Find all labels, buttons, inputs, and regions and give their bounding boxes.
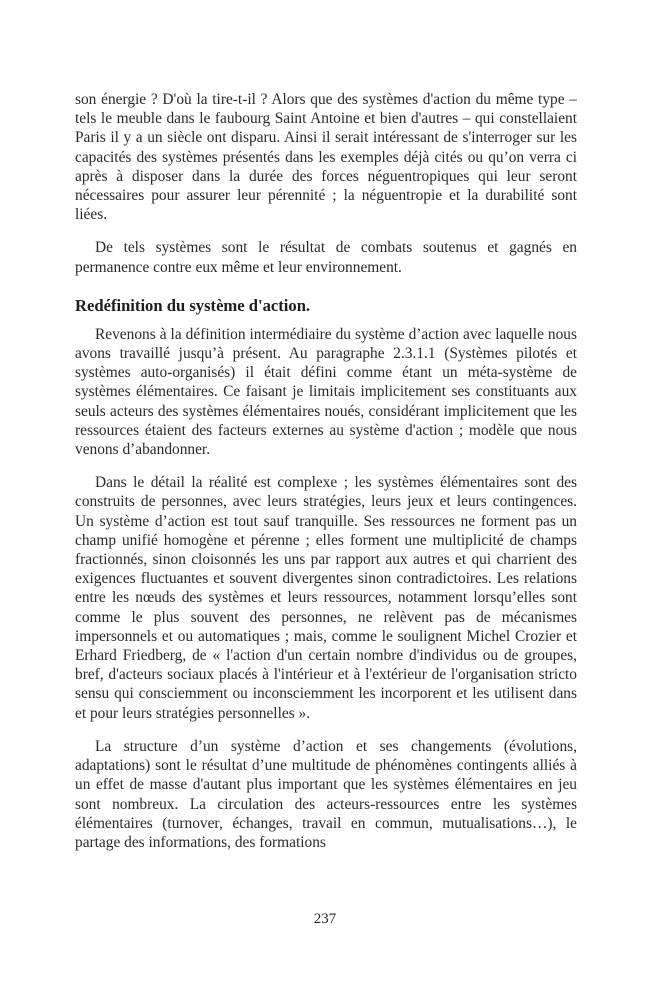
section-heading: Redéfinition du système d'action. <box>75 295 311 315</box>
paragraph: De tels systèmes sont le résultat de combats soutenus et gagnés en permanence contre eux même et leur environnement. <box>75 239 577 276</box>
paragraph: La structure d’un système d’action et ses changements (évolutions, adaptations) sont le résultat d’une multitude de phénomènes contingents alliés à un effet de masse d'autant plus important que les systèmes élémentaires en jeu sont nombreux. La circulation des acteurs-ressources entre les systèmes élémentaires (turnover, échanges, travail en commun, mutualisations…), le partage des informations, des formations <box>75 737 577 851</box>
paragraph: Dans le détail la réalité est complexe ; les systèmes élémentaires sont des construits de personnes, avec leurs stratégies, leurs jeux et leurs contingences. Un système d’action est tout sauf tranquille. Ses ressources ne forment pas un champ unifié homogène et pérenne ; elles forment une multiplicité de champs fractionnés, sinon cloisonnés les uns par rapport aux autres et qui charrient des exigences fluctuantes et souvent divergentes sinon contradictoires. Les relations entre les nœuds des systèmes et leurs ressources, notamment lorsqu’elles sont comme le plus souvent des personnes, ne relèvent pas de mécanismes impersonnels et ou automatiques ; mais, comme le soulignent Michel Crozier et Erhard Friedberg, de « l'action d'un certain nombre d'individus ou de groupes, bref, d'acteurs sociaux placés à l'intérieur et à l'extérieur de l'organisation stricto sensu qui consciemment ou inconsciemment les incorporent et les utilisent dans et pour leurs stratégies personnelles ». <box>75 474 577 722</box>
page-number: 237 <box>313 911 337 927</box>
paragraph: Revenons à la définition intermédiaire du système d’action avec laquelle nous avons travaillé jusqu’à présent. Au paragraphe 2.3.1.1 (Systèmes pilotés et systèmes auto-organisés) il était défini comme étant un méta-système de systèmes élémentaires. Ce faisant je limitais implicitement ses constituants aux seuls acteurs des systèmes élémentaires noués, considérant implicitement que les ressources étaient des facteurs externes au système d'action ; modèle que nous venons d’abandonner. <box>75 325 577 459</box>
paragraph-continued: son énergie ? D'où la tire-t-il ? Alors que des systèmes d'action du même type – tels le meuble dans le faubourg Saint Antoine et bien d'autres – qui constellaient Paris il y a un siècle ont disparu. Ainsi il serait intéressant de s'interroger sur les capacités des systèmes présentés dans les exemples déjà cités ou qu’on verra ci après à disposer dans la durée des forces néguentropiques qui leur seront nécessaires pour assurer leur pérennité ; la néguentropie et la durabilité sont liées. <box>75 91 577 224</box>
page-body <box>75 90 577 852</box>
